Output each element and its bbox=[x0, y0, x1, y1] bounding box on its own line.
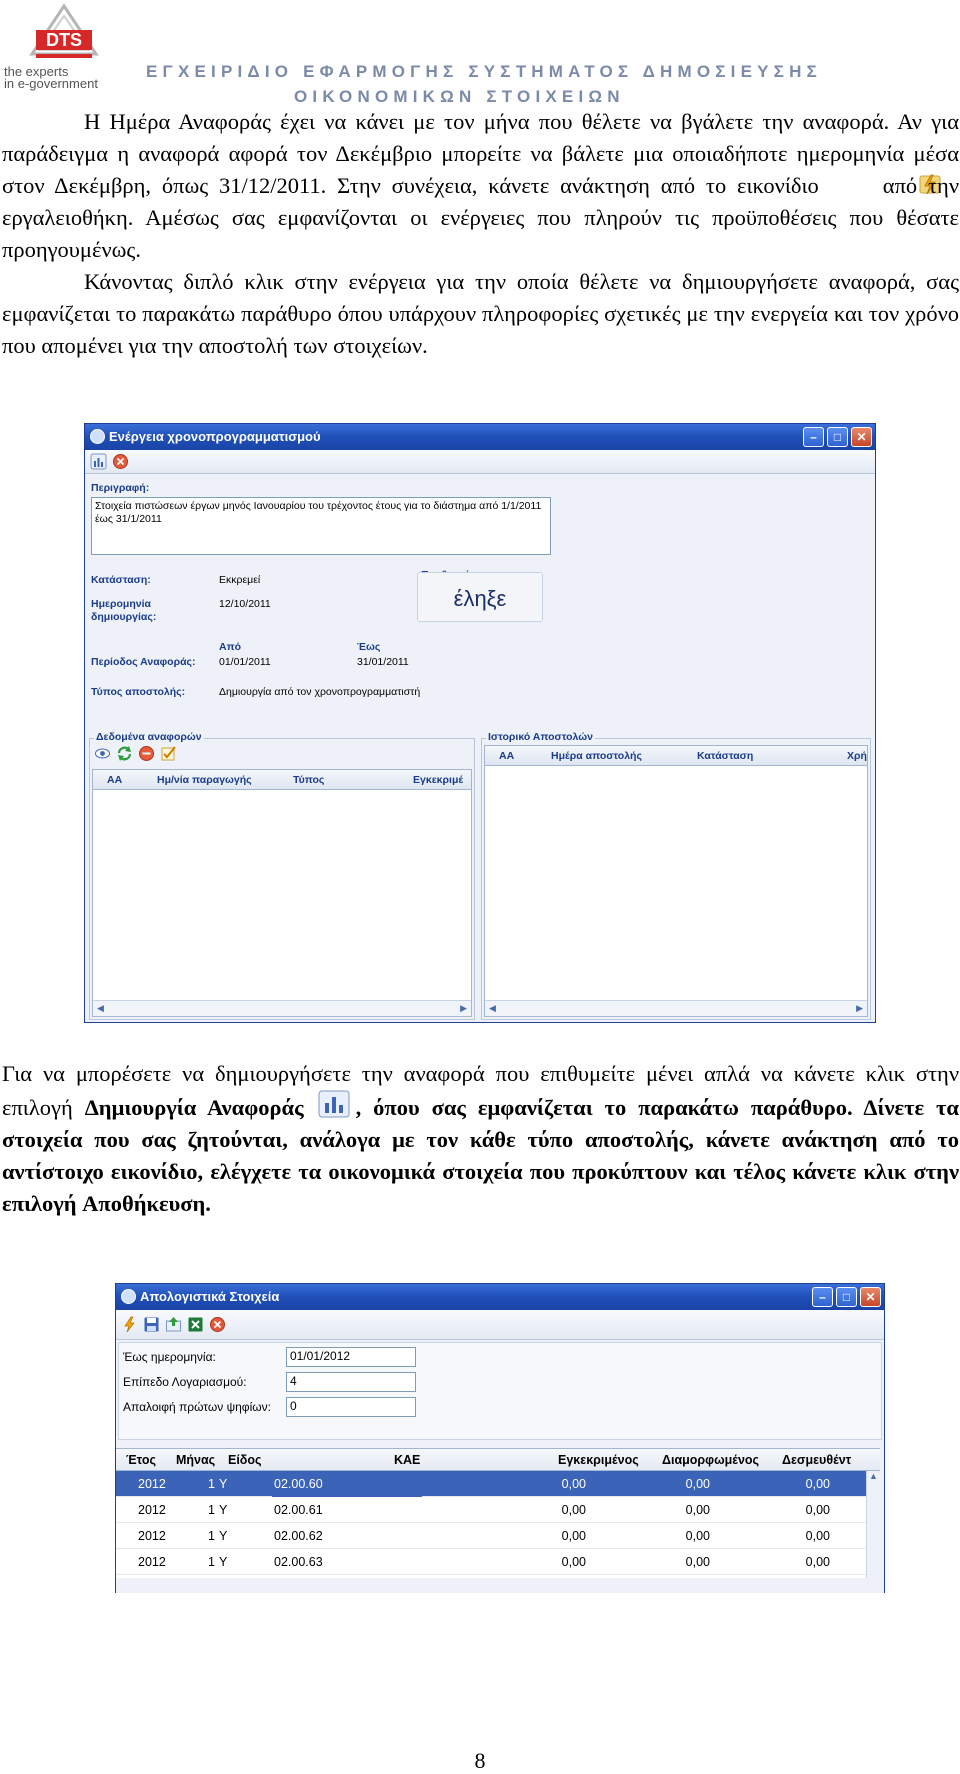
history-horizontal-scrollbar[interactable] bbox=[485, 1000, 867, 1016]
window-titlebar[interactable] bbox=[85, 424, 875, 450]
scroll-right-icon[interactable]: ▶ bbox=[856, 1003, 863, 1013]
table-row[interactable] bbox=[116, 1523, 880, 1549]
page-header bbox=[0, 0, 960, 106]
cell-kind: Υ bbox=[219, 1529, 228, 1543]
cell-kae: 02.00.60 bbox=[272, 1471, 422, 1497]
scroll-right-icon[interactable]: ▶ bbox=[460, 1003, 467, 1013]
cell-committed: 0,00 bbox=[805, 1477, 830, 1491]
col-kind[interactable]: Είδος bbox=[228, 1453, 262, 1467]
paragraph-1-text-b: από την εργαλειοθήκη. Αμέσως σας εμφανίζονται οι ενέργειες που πληρούν τις προϋποθέσεις που θέσατε προηγουμένως. bbox=[2, 173, 959, 262]
save-icon[interactable] bbox=[143, 1316, 160, 1333]
col-aa[interactable]: ΑΑ bbox=[107, 774, 123, 786]
cell-committed: 0,00 bbox=[805, 1555, 830, 1569]
period-to-value: 31/01/2011 bbox=[357, 656, 409, 668]
financial-grid-rows bbox=[116, 1471, 880, 1575]
strip-digits-label: Απαλοιφή πρώτων ψηφίων: bbox=[123, 1400, 271, 1414]
account-level-label: Επίπεδο Λογαριασμού: bbox=[123, 1375, 247, 1389]
col-production-date[interactable]: Ημ/νία παραγωγής bbox=[157, 774, 252, 786]
cell-approved: 0,00 bbox=[561, 1477, 586, 1491]
dts-logo bbox=[2, 4, 134, 90]
dts-logo-icon bbox=[24, 4, 104, 64]
document-title-line-2: ΟΙΚΟΝΟΜΙΚΩΝ ΣΤΟΙΧΕΙΩΝ bbox=[294, 87, 625, 106]
scroll-up-icon[interactable]: ▲ bbox=[869, 1471, 878, 1481]
toolbar bbox=[85, 450, 875, 474]
cell-month: 1 bbox=[208, 1503, 215, 1517]
create-report-option: Δημιουργία Αναφοράς bbox=[84, 1095, 304, 1120]
paragraph-2: Κάνοντας διπλό κλικ στην ενέργεια για την οποία θέλετε να δημιουργήσετε αναφορά, σας εμφανίζεται το παρακάτω παράθυρο όπου υπάρχουν πληροφορίες σχετικές με την ενεργεία και τον χρόνο που απομένει για την αποστολή των στοιχείων. bbox=[2, 269, 959, 358]
financial-data-grid[interactable] bbox=[116, 1448, 880, 1578]
document-title-line-1: ΕΓΧΕΙΡΙΔΙΟ ΕΦΑΡΜΟΓΗΣ ΣΥΣΤΗΜΑΤΟΣ ΔΗΜΟΣΙΕΥΣΗΣ bbox=[146, 62, 822, 81]
cell-kind: Υ bbox=[219, 1555, 228, 1569]
maximize-button[interactable]: □ bbox=[836, 1287, 857, 1307]
strip-digits-input[interactable]: 0 bbox=[286, 1397, 416, 1417]
cell-committed: 0,00 bbox=[805, 1529, 830, 1543]
status-label: Κατάσταση: bbox=[91, 574, 151, 586]
cell-kind: Υ bbox=[219, 1503, 228, 1517]
vertical-scrollbar[interactable] bbox=[866, 1471, 880, 1578]
account-level-input[interactable]: 4 bbox=[286, 1372, 416, 1392]
financial-grid-header bbox=[116, 1449, 880, 1471]
paragraph-1-text-a: Η Ημέρα Αναφοράς έχει να κάνει με τον μήνα που θέλετε να βγάλετε την αναφορά. Αν για παράδειγμα η αναφορά αφορά τον Δεκέμβριο μπορείτε να βάλετε μια οποιαδήποτε ημερομηνία μέσα στον Δεκέμβρη, όπως 31/12/2011. Στην συνέχεια, κάνετε ανάκτηση από το εικονίδιο bbox=[2, 109, 959, 198]
paragraph-3 bbox=[2, 1058, 959, 1220]
scroll-left-icon[interactable]: ◀ bbox=[489, 1003, 496, 1013]
cell-year: 2012 bbox=[138, 1529, 166, 1543]
reports-horizontal-scrollbar[interactable] bbox=[93, 1000, 471, 1016]
document-title bbox=[146, 59, 896, 109]
col-user[interactable]: Χρή bbox=[847, 750, 867, 762]
creation-date-value: 12/10/2011 bbox=[219, 598, 271, 610]
col-year[interactable]: Έτος bbox=[126, 1453, 157, 1467]
parameters-panel bbox=[118, 1342, 882, 1440]
reports-data-group-title: Δεδομένα αναφορών bbox=[96, 731, 202, 743]
cell-month: 1 bbox=[208, 1477, 215, 1491]
description-label: Περιγραφή: bbox=[91, 482, 150, 494]
cell-formed: 0,00 bbox=[685, 1529, 710, 1543]
cell-kae: 02.00.63 bbox=[274, 1555, 323, 1569]
send-type-label: Τύπος αποστολής: bbox=[91, 686, 186, 698]
scheduling-action-window bbox=[84, 423, 876, 1023]
delete-icon[interactable] bbox=[138, 745, 155, 762]
cell-formed: 0,00 bbox=[685, 1555, 710, 1569]
creation-date-label: Ημερομηνία δημιουργίας: bbox=[91, 598, 157, 623]
cell-year: 2012 bbox=[138, 1477, 166, 1491]
paragraph-3-text-b: , όπου σας εμφανίζεται το παρακάτω παράθυρο. Δίνετε τα στοιχεία που σας ζητούνται, ανάλογα με τον κάθε τύπο αποστολής, κάνετε ανάκτηση από το αντίστοιχο εικονίδιο, ελέγχετε τα οικονομικά στοιχεία που προκύπτουν και τέλος κάνετε κλικ στην επιλογή bbox=[2, 1095, 959, 1216]
period-from-value: 01/01/2011 bbox=[219, 656, 271, 668]
lightning-retrieve-icon bbox=[837, 172, 859, 194]
app-icon bbox=[90, 429, 105, 444]
history-grid-header bbox=[485, 746, 867, 766]
create-report-icon bbox=[318, 1090, 350, 1118]
col-approved[interactable]: Εγκεκριμέ bbox=[413, 774, 464, 786]
table-row[interactable] bbox=[116, 1549, 880, 1575]
col-approved[interactable]: Εγκεκριμένος bbox=[558, 1453, 639, 1467]
toolbar bbox=[116, 1310, 884, 1340]
cell-formed: 0,00 bbox=[685, 1477, 710, 1491]
paragraph-1 bbox=[2, 106, 959, 266]
maximize-button[interactable]: □ bbox=[827, 427, 848, 447]
window-title: Απολογιστικά Στοιχεία bbox=[140, 1289, 280, 1304]
scroll-left-icon[interactable]: ◀ bbox=[97, 1003, 104, 1013]
send-type-value: Δημιουργία από τον χρονοπρογραμματιστή bbox=[219, 686, 421, 698]
col-status[interactable]: Κατάσταση bbox=[697, 750, 754, 762]
col-kae[interactable]: ΚΑΕ bbox=[394, 1453, 421, 1467]
cell-month: 1 bbox=[208, 1555, 215, 1569]
end-date-input[interactable]: 01/01/2012 bbox=[286, 1347, 416, 1367]
cell-approved: 0,00 bbox=[561, 1529, 586, 1543]
cell-year: 2012 bbox=[138, 1555, 166, 1569]
cell-formed: 0,00 bbox=[685, 1503, 710, 1517]
col-month[interactable]: Μήνας bbox=[176, 1453, 216, 1467]
from-label: Από bbox=[219, 641, 242, 653]
lightning-retrieve-icon[interactable] bbox=[121, 1316, 138, 1333]
col-committed[interactable]: Δεσμευθέντ bbox=[782, 1453, 852, 1467]
cell-kind: Υ bbox=[219, 1477, 228, 1491]
close-icon[interactable] bbox=[209, 1316, 226, 1333]
deadline-box bbox=[417, 572, 543, 622]
description-textbox[interactable]: Στοιχεία πιστώσεων έργων μηνός Ιανουαρίου του τρέχοντος έτους για το διάστημα από 1/1/2011 έως 31/1/2011 bbox=[91, 497, 551, 555]
export-icon[interactable] bbox=[165, 1316, 182, 1333]
close-icon[interactable] bbox=[112, 453, 129, 470]
send-history-group-title: Ιστορικό Αποστολών bbox=[488, 731, 593, 743]
history-grid[interactable] bbox=[484, 745, 868, 1017]
reports-data-group bbox=[89, 731, 475, 1020]
col-aa[interactable]: ΑΑ bbox=[499, 750, 515, 762]
page-number: 8 bbox=[474, 1748, 486, 1773]
reports-grid[interactable] bbox=[92, 769, 472, 1017]
col-type[interactable]: Τύπος bbox=[293, 774, 325, 786]
save-option: Αποθήκευση. bbox=[82, 1191, 211, 1216]
cell-kae: 02.00.61 bbox=[274, 1503, 323, 1517]
create-report-icon[interactable] bbox=[90, 453, 107, 470]
financial-data-window bbox=[115, 1283, 885, 1593]
cell-kae: 02.00.62 bbox=[274, 1529, 323, 1543]
view-icon[interactable] bbox=[94, 745, 111, 762]
close-button[interactable]: ✕ bbox=[860, 1287, 881, 1307]
logo-tagline-1: the experts bbox=[4, 64, 69, 79]
col-formed[interactable]: Διαμορφωμένος bbox=[662, 1453, 760, 1467]
app-icon bbox=[121, 1289, 136, 1304]
cell-year: 2012 bbox=[138, 1503, 166, 1517]
reports-grid-header bbox=[93, 770, 471, 790]
paragraph-3-text-a: Για να μπορέσετε να δημιουργήσετε την αναφορά που επιθυμείτε μένει απλά να κάνετε κλικ στην επιλογή bbox=[2, 1061, 959, 1120]
deadline-value: έληξε bbox=[453, 586, 507, 611]
minimize-button[interactable]: – bbox=[803, 427, 824, 447]
logo-tagline-2: in e-government bbox=[4, 76, 98, 91]
window-titlebar[interactable] bbox=[116, 1284, 884, 1310]
refresh-icon[interactable] bbox=[116, 745, 133, 762]
cell-approved: 0,00 bbox=[561, 1503, 586, 1517]
reports-toolbar bbox=[94, 745, 177, 762]
to-label: Έως bbox=[357, 641, 381, 653]
status-value: Εκκρεμεί bbox=[219, 574, 261, 586]
approve-icon[interactable] bbox=[160, 745, 177, 762]
cell-approved: 0,00 bbox=[561, 1555, 586, 1569]
minimize-button[interactable]: – bbox=[812, 1287, 833, 1307]
window-title: Ενέργεια χρονοπρογραμματισμού bbox=[109, 429, 321, 444]
table-row[interactable] bbox=[116, 1497, 880, 1523]
cell-month: 1 bbox=[208, 1529, 215, 1543]
end-date-label: Έως ημερομηνία: bbox=[123, 1350, 216, 1364]
col-send-day[interactable]: Ημέρα αποστολής bbox=[551, 750, 642, 762]
cell-committed: 0,00 bbox=[805, 1503, 830, 1517]
excel-icon[interactable] bbox=[187, 1316, 204, 1333]
table-row[interactable] bbox=[116, 1471, 880, 1497]
report-period-label: Περίοδος Αναφοράς: bbox=[91, 656, 196, 668]
logo-text: DTS bbox=[46, 30, 82, 50]
close-button[interactable]: ✕ bbox=[851, 427, 872, 447]
send-history-group bbox=[481, 731, 871, 1020]
